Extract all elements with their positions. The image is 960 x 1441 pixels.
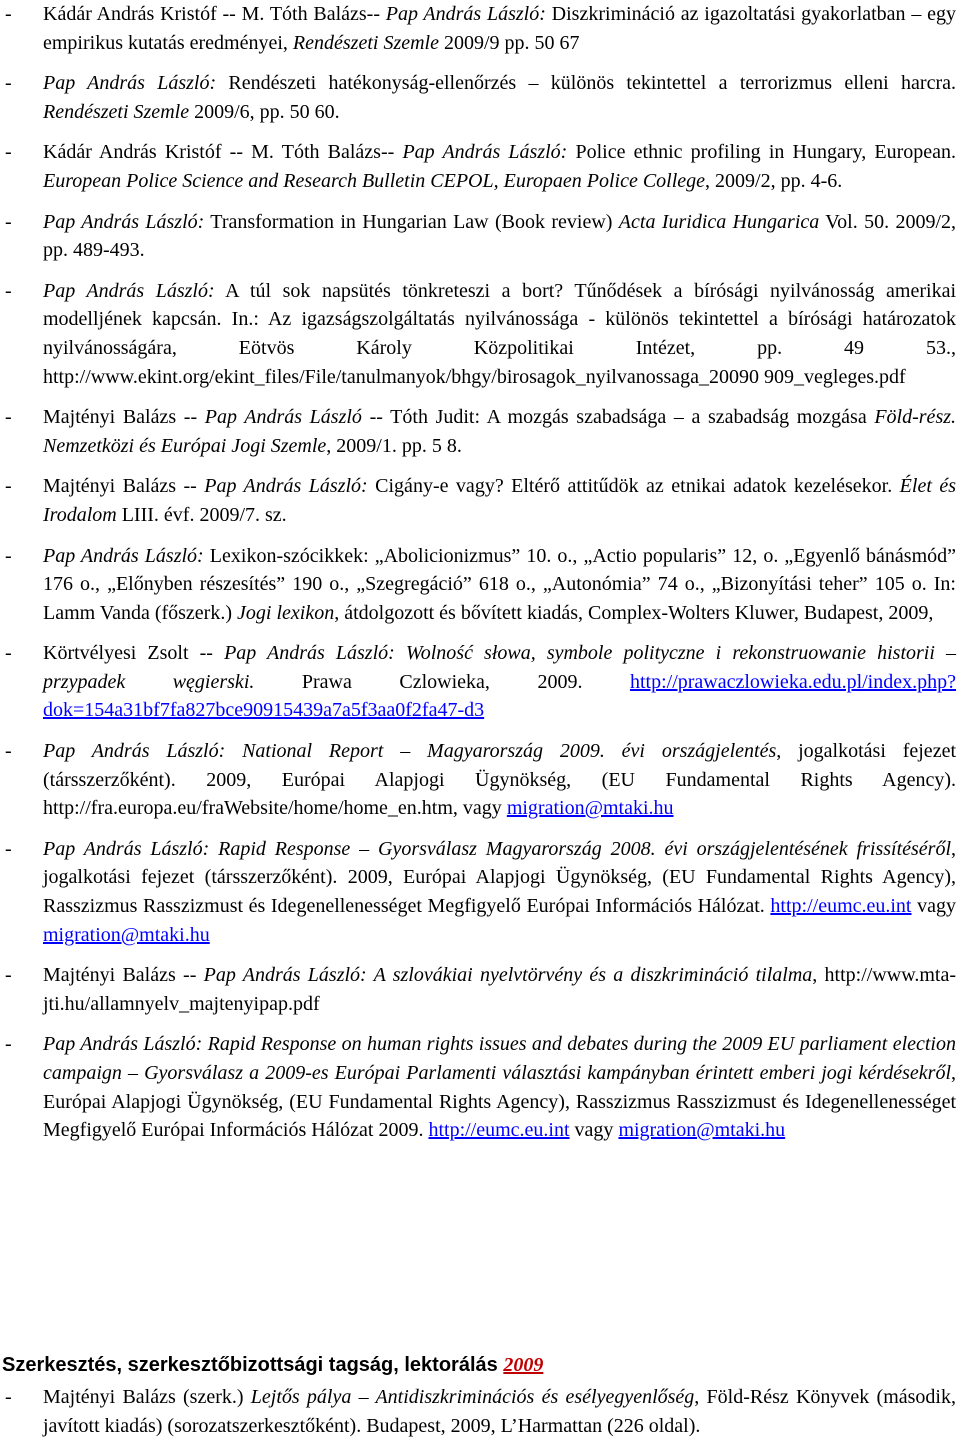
list-bullet: -	[5, 141, 12, 164]
entry-text: Transformation in Hungarian Law (Book review)	[204, 210, 619, 233]
entry-text: Majtényi Balázs (szerk.)	[43, 1386, 251, 1408]
bibliography-entry	[0, 69, 960, 126]
list-bullet: -	[5, 740, 12, 763]
entry-text: Kádár András Kristóf -- M. Tóth Balázs--	[43, 141, 403, 164]
entry-text: Pap András László: National Report – Magyarország 2009. évi országjelentés	[43, 740, 777, 763]
bibliography-entry	[0, 403, 960, 460]
bibliography-entry	[0, 208, 960, 265]
entry-text: Lejtős pálya – Antidiszkriminációs és esélyegyenlőség	[250, 1386, 695, 1408]
entry-text: Lexikon-szócikkek: „Abolicionizmus” 10. o., „Actio popularis” 12, o. „Egyenlő bánásmód” 176 o., „Előnyben részesítés” 190 o., „Szegregáció” 618 o., „Autonómia” 74 o., „Bizonyítási teher” 105 o. In: Lamm Vanda (főszerk.)	[43, 544, 957, 624]
entry-text: Rendészeti hatékonyság-ellenőrzés – különös tekintettel a terrorizmus elleni harcra.	[216, 72, 956, 95]
entry-text: vagy	[911, 895, 956, 918]
entry-text: , Európai Alapjogi Ügynökség, (EU Fundamental Rights Agency), Rasszizmus Rasszizmust és Idegenellenességet Megfigyelő Európai Információs Hálózat 2009.	[43, 1062, 956, 1142]
entry-text: Rendészeti Szemle	[43, 100, 190, 123]
list-bullet: -	[5, 1386, 12, 1408]
entry-text: Élet és Irodalom	[43, 475, 957, 526]
link[interactable]: migration@mtaki.hu	[506, 797, 674, 820]
list-bullet: -	[5, 210, 12, 233]
link[interactable]: migration@mtaki.hu	[618, 1119, 786, 1142]
bibliography-entry	[0, 277, 960, 391]
bibliography-entry	[0, 542, 960, 628]
entry-text: Acta Iuridica Hungarica	[618, 210, 820, 233]
entry-text: Jogi lexikon	[237, 601, 335, 624]
entry-text: , Föld-Rész Könyvek (második, javított kiadás) (sorozatszerkesztőként). Budapest, 2009, L’Harmattan (226 oldal).	[43, 1386, 956, 1437]
section-heading-text: Szerkesztés, szerkesztőbizottsági tagság, lektorálás	[2, 1354, 498, 1376]
list-bullet: -	[5, 475, 12, 498]
entry-text: European Police Science and Research Bulletin CEPOL, Europaen Police College	[43, 169, 706, 192]
bibliography-entry	[0, 737, 960, 823]
entry-text: Pap András László:	[402, 141, 568, 164]
entry-text: Majtényi Balázs --	[43, 475, 205, 498]
entry-text: , jogalkotási fejezet (társszerzőként). 2009, Európai Alapjogi Ügynökség, (EU Fundamental Rights Agency). http://fra.europa.eu/fraWebsite/home/home_en.htm, vagy	[43, 740, 956, 820]
link[interactable]: http://prawaczlowieka.edu.pl/index.php?dok=154a31bf7fa827bce90915439a7a5f3aa0f2fa47-d3	[43, 670, 956, 722]
entry-text: , 2009/1. pp. 5 8.	[326, 434, 462, 457]
entry-text: 2009/9 pp. 50 67	[439, 31, 580, 54]
list-bullet: -	[5, 279, 12, 302]
entry-text: LIII. évf. 2009/7. sz.	[116, 503, 287, 526]
entry-text: Rendészeti Szemle	[292, 31, 439, 54]
list-bullet: -	[5, 964, 12, 987]
entry-text: Pap András László: A szlovákiai nyelvtörvény és a diszkrimináció tilalma	[203, 964, 813, 987]
entry-text: Kádár András Kristóf -- M. Tóth Balázs--	[43, 3, 386, 25]
bibliography-entry	[0, 0, 960, 57]
entry-text: , átdolgozott és bővített kiadás, Complex-Wolters Kluwer, Budapest, 2009,	[334, 601, 934, 624]
entry-text: Pap András László: Rapid Response on human rights issues and debates during the 2009 EU parliament election campaign – Gyorsválasz a 2009-es Európai Parlamenti választási kampányban érintett emberi jogi kérdésekről	[43, 1033, 956, 1084]
list-bullet: -	[5, 544, 12, 567]
entry-text: Körtvélyesi Zsolt --	[43, 642, 225, 665]
entry-text: Pap András László:	[43, 210, 205, 233]
list-bullet: -	[5, 1033, 12, 1056]
entry-text: -- Tóth Judit: A mozgás szabadsága – a szabadság mozgása	[361, 406, 875, 429]
link[interactable]: migration@mtaki.hu	[43, 923, 210, 946]
entry-text: Vol. 50. 2009/2, pp. 489-493.	[43, 210, 957, 262]
list-bullet: -	[5, 406, 12, 429]
entry-text: Pap András László:	[43, 72, 217, 95]
entry-text: Pap András László:	[43, 279, 215, 302]
list-bullet: -	[5, 3, 12, 25]
section-heading-year: 2009	[503, 1354, 544, 1376]
bibliography-entry	[0, 639, 960, 725]
entry-text: Pap András László: Rapid Response – Gyorsválasz Magyarország 2008. évi országjelentésének frissítéséről	[43, 837, 951, 860]
entry-text: Majtényi Balázs --	[43, 406, 205, 429]
entry-text: Majtényi Balázs --	[43, 964, 204, 987]
bibliography-entry	[0, 1383, 960, 1440]
entry-text: Prawa Czlowieka, 2009.	[254, 670, 630, 693]
entry-text: Pap András László: Wolność słowa, symbole polityczne i rekonstruowanie historii – przypadek węgierski.	[43, 642, 956, 693]
bibliography-entry	[0, 472, 960, 529]
link[interactable]: http://eumc.eu.int	[770, 895, 912, 918]
entry-text: , http://www.mta-jti.hu/allamnyelv_majtenyipap.pdf	[43, 964, 956, 1015]
entry-text: 2009/6, pp. 50 60.	[189, 100, 340, 123]
bibliography-list-2	[0, 1383, 960, 1440]
link[interactable]: http://eumc.eu.int	[428, 1119, 570, 1142]
entry-text: Police ethnic profiling in Hungary, European.	[567, 141, 957, 164]
entry-text: Föld-rész. Nemzetközi és Európai Jogi Szemle	[43, 406, 957, 457]
entry-text: Pap András László	[204, 406, 362, 429]
entry-text: A túl sok napsütés tönkreteszi a bort? Tűnődések a bírósági nyilvánosság amerikai modelljének kapcsán. In.: Az igazságszolgáltatás nyilvánossága - különös tekintettel a bírósági határozatok nyilvánosságára, Eötvös Károly Közpolitikai Intézet, pp. 49 53., http://www.ekint.org/ekint_files/File/tanulmanyok/bhgy/birosagok_nyilvanossaga_20090 909_vegleges.pdf	[43, 279, 956, 388]
section-heading	[2, 1354, 543, 1377]
list-bullet: -	[5, 72, 12, 95]
bibliography-entry	[0, 138, 960, 195]
bibliography-entry	[0, 835, 960, 949]
bibliography-entry	[0, 961, 960, 1018]
bibliography-entry	[0, 1030, 960, 1144]
list-bullet: -	[5, 642, 12, 665]
entry-text: , jogalkotási fejezet (társszerzőként). 2009, Európai Alapjogi Ügynökség, (EU Fundamental Rights Agency), Rasszizmus Rasszizmust és Idegenellenességet Megfigyelő Európai Információs Hálózat.	[43, 837, 956, 918]
entry-text: vagy	[569, 1119, 619, 1142]
entry-text: Pap András László:	[43, 544, 204, 567]
entry-text: Diszkrimináció az igazoltatási gyakorlatban – egy empirikus kutatás eredményei,	[43, 3, 956, 54]
list-bullet: -	[5, 837, 12, 860]
entry-text: Pap András László:	[385, 3, 546, 25]
entry-text: Cigány-e vagy? Eltérő attitűdök az etnikai adatok kezelésekor.	[367, 475, 900, 498]
entry-text: , 2009/2, pp. 4-6.	[705, 169, 843, 192]
entry-text: Pap András László:	[204, 475, 368, 498]
